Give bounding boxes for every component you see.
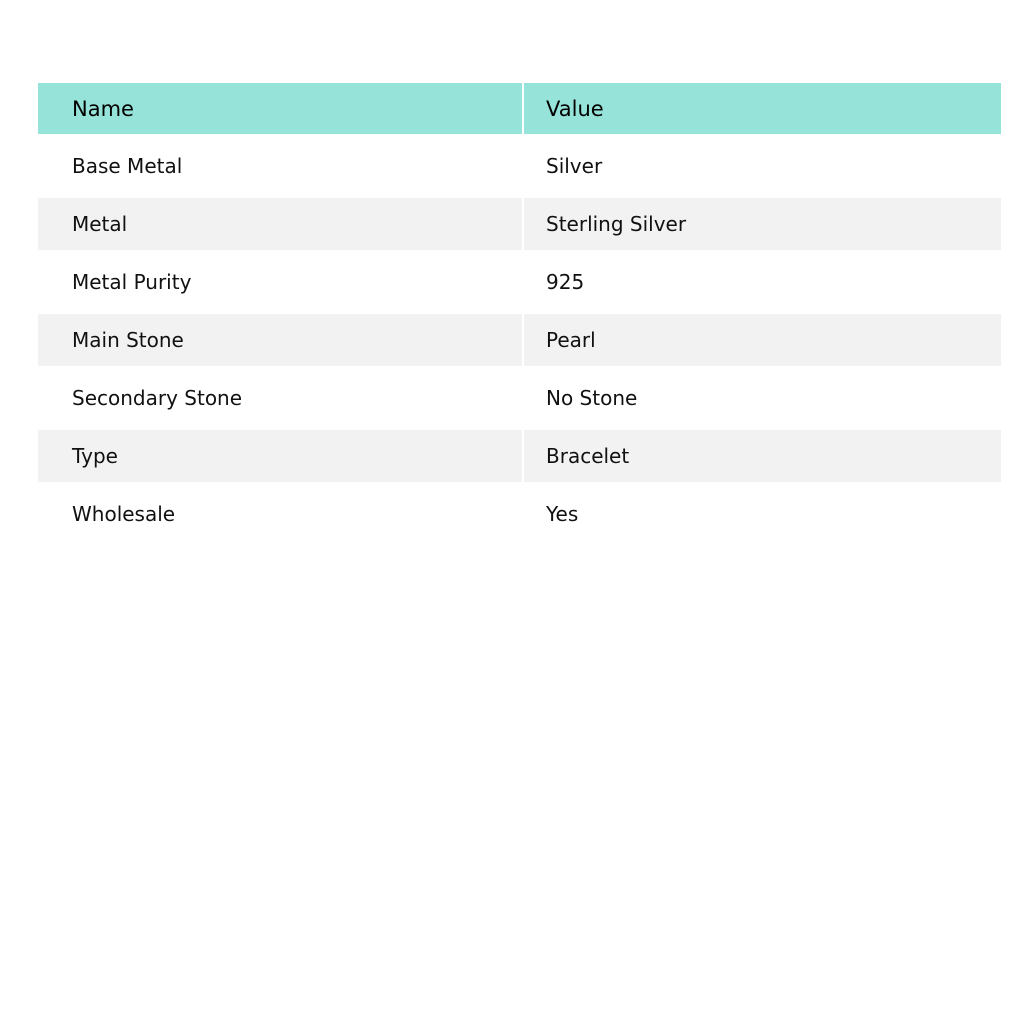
table-row (38, 314, 1001, 366)
table-header (38, 83, 1001, 134)
header-name: Name (38, 83, 523, 134)
table-body (38, 134, 1001, 546)
row-value-cell: No Stone (523, 366, 1001, 430)
spec-table (38, 83, 1001, 546)
row-name-cell: Main Stone (38, 314, 523, 366)
row-value-cell: Silver (523, 134, 1001, 198)
row-name-cell: Base Metal (38, 134, 523, 198)
row-value-cell: 925 (523, 250, 1001, 314)
row-value-cell: Bracelet (523, 430, 1001, 482)
table-row (38, 198, 1001, 250)
row-name-cell: Wholesale (38, 482, 523, 546)
row-name-cell: Metal Purity (38, 250, 523, 314)
table-row (38, 366, 1001, 430)
row-name-cell: Type (38, 430, 523, 482)
header-value: Value (523, 83, 1001, 134)
row-value-cell: Yes (523, 482, 1001, 546)
header-row (38, 83, 1001, 134)
row-value-cell: Sterling Silver (523, 198, 1001, 250)
row-name-cell: Secondary Stone (38, 366, 523, 430)
row-name-cell: Metal (38, 198, 523, 250)
table-row (38, 482, 1001, 546)
row-value-cell: Pearl (523, 314, 1001, 366)
table-row (38, 430, 1001, 482)
table-row (38, 134, 1001, 198)
table-row (38, 250, 1001, 314)
